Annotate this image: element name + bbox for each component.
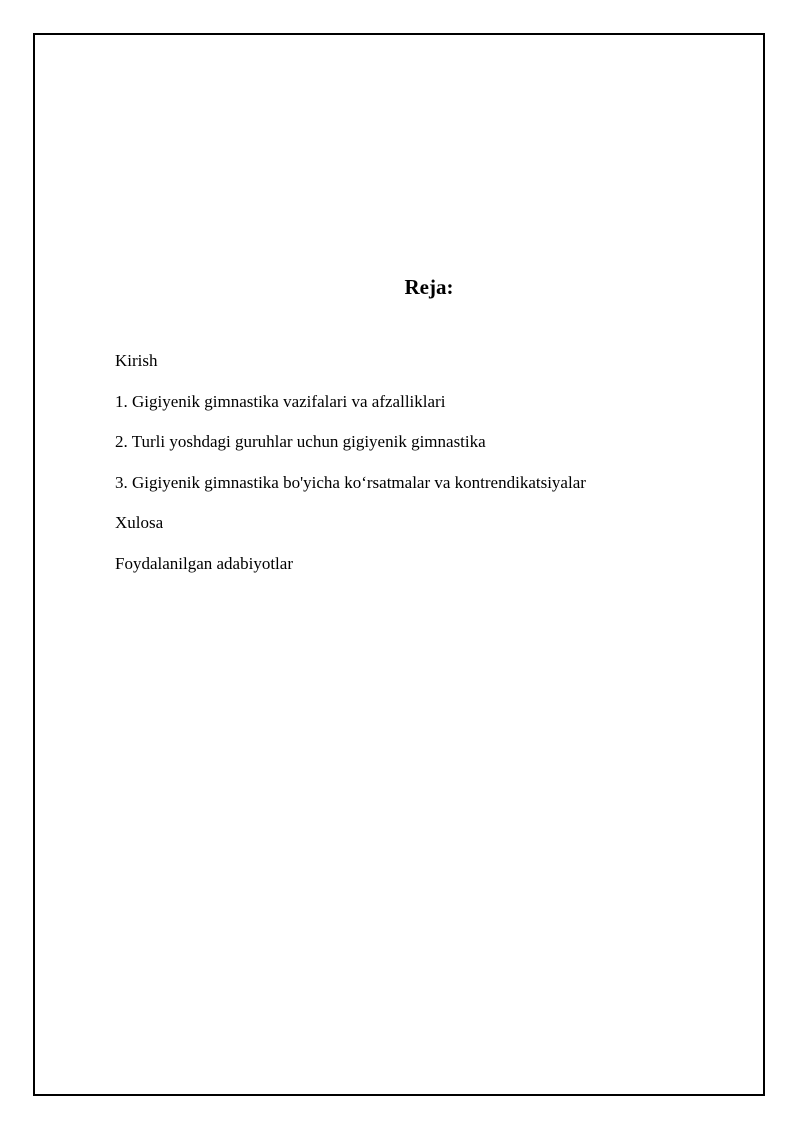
toc-item-chapter-2: 2. Turli yoshdagi guruhlar uchun gigiyenik gimnastika xyxy=(115,432,486,451)
toc-item-references: Foydalanilgan adabiyotlar xyxy=(115,553,293,573)
toc-item-chapter-3: 3. Gigiyenik gimnastika bo'yicha koʻrsatmalar va kontrendikatsiyalar xyxy=(115,472,586,492)
table-of-contents xyxy=(115,349,586,592)
page-title: Reja: xyxy=(404,275,454,299)
toc-item-chapter-1: 1. Gigiyenik gimnastika vazifalari va afzalliklari xyxy=(115,391,446,411)
toc-item-introduction: Kirish xyxy=(115,351,158,370)
toc-item-conclusion: Xulosa xyxy=(115,513,164,532)
